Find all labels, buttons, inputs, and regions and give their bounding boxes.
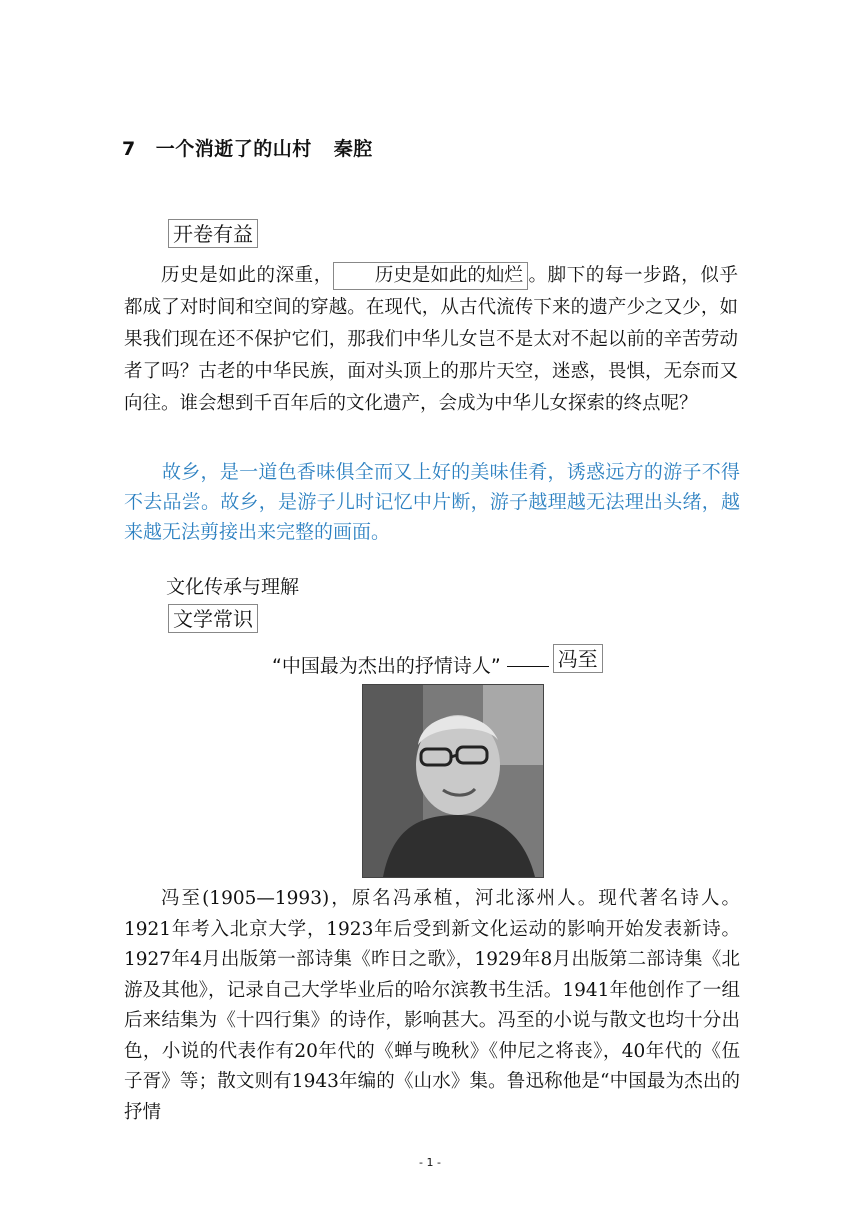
- portrait-illustration: [363, 685, 543, 877]
- portrait-photo: [362, 684, 544, 878]
- intro-text-rest: 。脚下的每一步路，似乎都成了对时间和空间的穿越。在现代，从古代流传下来的遗产少之又少，如果我们现在还不保护它们，那我们中华儿女岂不是太对不起以前的辛苦劳动者了吗？古老的中华民族，面对头顶上的那片天空，迷惑，畏惧，无奈而又向往。谁会想到千百年后的文化遗产，会成为中华儿女探索的终点呢？: [124, 265, 738, 414]
- biography-paragraph: 冯至(1905—1993)，原名冯承植，河北涿州人。现代著名诗人。1921年考入北京大学，1923年后受到新文化运动的影响开始发表新诗。1927年4月出版第一部诗集《昨日之歌》，1929年8月出版第二部诗集《北游及其他》，记录自己大学毕业后的哈尔滨教书生活。1941年他创作了一组后来结集为《十四行集》的诗作，影响甚大。冯至的小说与散文也均十分出色，小说的代表作有20年代的《蝉与晚秋》《仲尼之将丧》，40年代的《伍子胥》等；散文则有1943年编的《山水》集。鲁迅称他是“中国最为杰出的抒情: [124, 888, 740, 1123]
- page-number: - 1 -: [419, 1156, 441, 1169]
- section-box-wenxue: 文学常识: [168, 604, 258, 633]
- quote-text: “中国最为杰出的抒情诗人”: [272, 655, 501, 677]
- blue-paragraph: 故乡，是一道色香味俱全而又上好的美味佳肴，诱惑远方的游子不得不去品尝。故乡，是游子儿时记忆中片断，游子越理越无法理出头绪，越来越无法剪接出来完整的画面。: [124, 461, 740, 543]
- intro-boxed-phrase: 历史是如此的灿烂: [333, 262, 528, 290]
- intro-text-start: 历史是如此的深重，: [161, 265, 333, 286]
- lesson-title: [122, 134, 373, 161]
- quote-line: [272, 647, 603, 679]
- section-box-kaijuan: 开卷有益: [168, 219, 258, 248]
- section-heading: 文化传承与理解: [166, 576, 300, 598]
- lesson-subtitle: 秦腔: [333, 138, 373, 160]
- intro-paragraph: [124, 260, 738, 420]
- dash-line: [507, 666, 549, 667]
- lesson-name: 一个消逝了的山村: [155, 138, 312, 160]
- poet-name-box: 冯至: [553, 644, 603, 673]
- lesson-number: 7: [122, 138, 136, 160]
